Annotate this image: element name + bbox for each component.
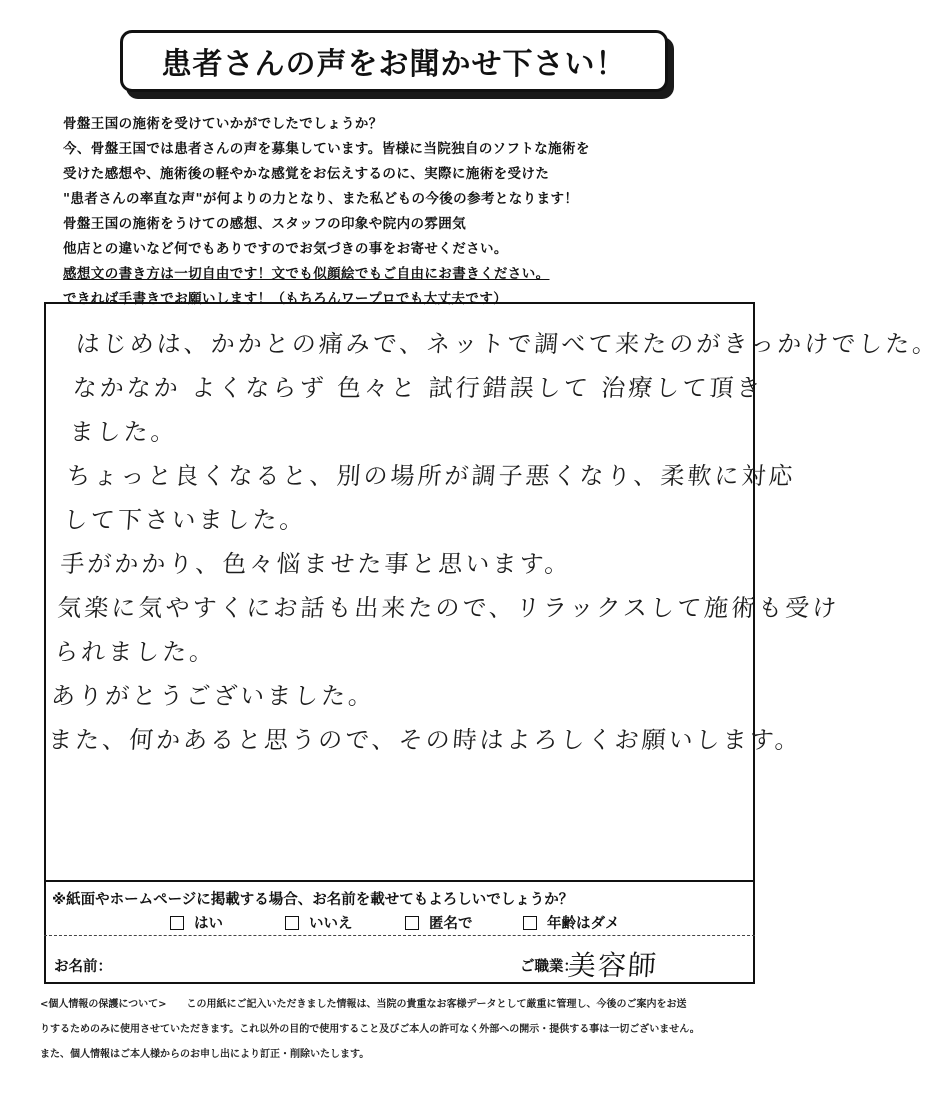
option-yes-label: はい	[194, 916, 223, 932]
intro-line: 受けた感想や、施術後の軽やかな感覚をお伝えするのに、実際に施術を受けた	[63, 166, 550, 182]
consent-question: ※紙面やホームページに掲載する場合、お名前を載せてもよろしいでしょうか？	[52, 892, 574, 908]
privacy-line: また、個人情報はご本人様からのお申し出により訂正・削除いたします。	[40, 1049, 370, 1060]
handwritten-line: ありがとうございました。	[50, 682, 377, 710]
handwritten-line: 気楽に気やすくにお話も出来たので、リラックスして施術も受け	[56, 594, 841, 622]
option-no[interactable]	[285, 912, 405, 933]
handwritten-line: また、何かあると思うので、その時はよろしくお願いします。	[47, 726, 803, 754]
handwritten-line: られました。	[53, 638, 218, 666]
checkbox-no[interactable]	[285, 916, 299, 930]
consent-options	[170, 912, 620, 933]
checkbox-no-age[interactable]	[523, 916, 537, 930]
handwritten-line: ました。	[68, 418, 179, 446]
option-no-age-label: 年齢はダメ	[547, 916, 620, 932]
dashed-divider	[44, 935, 755, 936]
intro-line: "患者さんの率直な声"が何よりの力となり、また私どもの今後の参考となります！	[63, 191, 579, 207]
privacy-line: <個人情報の保護について> この用紙にご記入いただきました情報は、当院の貴重なお客様データとして厳重に管理し、今後のご案内をお送	[40, 999, 687, 1010]
privacy-line: りするためのみに使用させていただきます。これ以外の目的で使用すること及びご本人の許可なく外部への開示・提供する事は一切ございません。	[40, 1024, 700, 1035]
option-no-age[interactable]	[523, 912, 620, 933]
handwritten-comment	[47, 322, 941, 762]
handwritten-line: なかなか よくならず 色々と 試行錯誤して 治療して頂き	[71, 374, 765, 402]
handwritten-line: ちょっと良くなると、別の場所が調子悪くなり、柔軟に対応	[65, 462, 797, 490]
option-anonymous[interactable]	[405, 912, 523, 933]
occupation-value: 美容師	[566, 949, 660, 982]
handwritten-line: して下さいました。	[62, 506, 308, 534]
handwritten-line: 手がかかり、色々悩ませた事と思います。	[59, 550, 573, 578]
page-title: 患者さんの声をお聞かせ下さい！	[161, 47, 627, 82]
checkbox-yes[interactable]	[170, 916, 184, 930]
intro-text	[63, 112, 753, 312]
title-banner	[120, 30, 668, 92]
intro-underlined-line: 感想文の書き方は一切自由です！文でも似顔絵でもご自由にお書きください。	[63, 266, 550, 282]
intro-last-line: できれば手書きでお願いします！（もちろんワープロでも大丈夫です）	[63, 291, 508, 307]
occupation-label: ご職業：	[520, 959, 578, 975]
name-label: お名前：	[54, 959, 112, 975]
intro-line: 骨盤王国の施術を受けていかがでしたでしょうか？	[63, 116, 383, 132]
option-no-label: いいえ	[309, 916, 353, 932]
intro-line: 骨盤王国の施術をうけての感想、スタッフの印象や院内の雰囲気	[63, 216, 467, 232]
checkbox-anonymous[interactable]	[405, 916, 419, 930]
intro-line: 今、骨盤王国では患者さんの声を募集しています。皆様に当院独自のソフトな施術を	[63, 141, 590, 157]
option-yes[interactable]	[170, 912, 285, 933]
option-anonymous-label: 匿名で	[429, 916, 473, 932]
handwritten-line: はじめは、かかとの痛みで、ネットで調べて来たのがきっかけでした。	[74, 330, 941, 358]
intro-line: 他店との違いなど何でもありですのでお気づきの事をお寄せください。	[63, 241, 508, 257]
privacy-notice	[40, 992, 760, 1067]
